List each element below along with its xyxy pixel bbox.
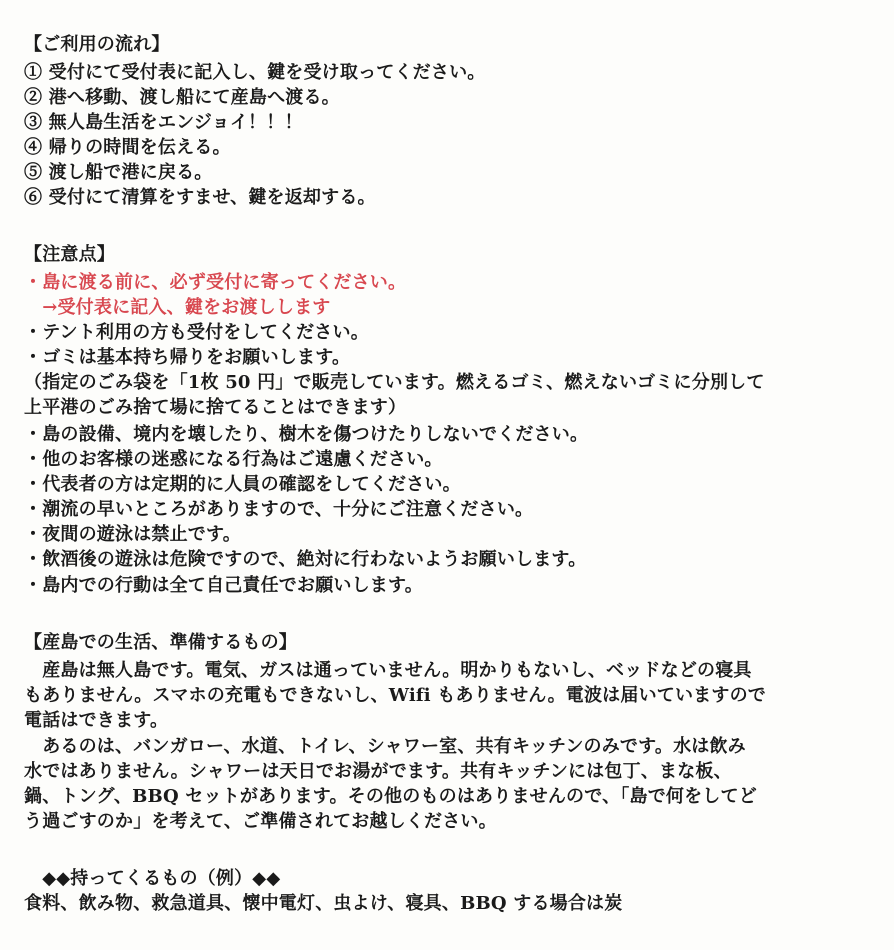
life-paragraph2-line3: 鍋、トング、BBQ セットがあります。その他のものはありませんので、「島で何をしてど [24, 786, 757, 807]
notes-item-10: ・飲酒後の遊泳は危険ですので、絶対に行わないようお願いします。 [24, 549, 587, 570]
flow-step-5: ⑤ 渡し船で港に戻る。 [24, 162, 213, 183]
notes-item-7: ・代表者の方は定期的に人員の確認をしてください。 [24, 474, 461, 495]
notes-heading: 【注意点】 [24, 244, 115, 265]
life-paragraph2-line2: 水ではありません。シャワーは天日でお湯がでます。共有キッチンには包丁、まな板、 [24, 761, 732, 782]
flow-step-3: ③ 無人島生活をエンジョイ！！！ [24, 112, 303, 133]
notes-item-2: ・ゴミは基本持ち帰りをお願いします。 [24, 347, 351, 368]
notes-important-1: ・島に渡る前に、必ず受付に寄ってください。 [24, 272, 407, 293]
flow-step-1: ① 受付にて受付表に記入し、鍵を受け取ってください。 [24, 62, 486, 83]
flow-step-4: ④ 帰りの時間を伝える。 [24, 137, 231, 158]
flow-step-6: ⑥ 受付にて清算をすませ、鍵を返却する。 [24, 187, 376, 208]
notes-item-8: ・潮流の早いところがありますので、十分にご注意ください。 [24, 499, 534, 520]
notes-important-2: →受付表に記入、鍵をお渡しします [24, 297, 331, 318]
notes-item-9: ・夜間の遊泳は禁止です。 [24, 524, 241, 545]
life-heading: 【産島での生活、準備するもの】 [24, 632, 297, 653]
life-paragraph2-line4: う過ごすのか」を考えて、ご準備されてお越しください。 [24, 811, 497, 832]
notes-item-4: 上平港のごみ捨て場に捨てることはできます） [24, 397, 407, 418]
life-paragraph1-line2: もありません。スマホの充電もできないし、Wifi もありません。電波は届いていますので [24, 685, 766, 706]
notes-item-5: ・島の設備、境内を壊したり、樹木を傷つけたりしないでください。 [24, 424, 589, 445]
bring-heading: ◆◆持ってくるもの（例）◆◆ [24, 868, 281, 889]
life-paragraph1-line3: 電話はできます。 [24, 710, 169, 731]
life-paragraph1-line1: 産島は無人島です。電気、ガスは通っていません。明かりもないし、ベッドなどの寝具 [24, 660, 752, 681]
flow-heading: 【ご利用の流れ】 [24, 34, 170, 55]
notes-item-6: ・他のお客様の迷惑になる行為はご遠慮ください。 [24, 449, 443, 470]
notes-item-3: （指定のごみ袋を「1枚 50 円」で販売しています。燃えるゴミ、燃えないゴミに分別して [24, 372, 765, 393]
life-paragraph2-line1: あるのは、バンガロー、水道、トイレ、シャワー室、共有キッチンのみです。水は飲み [24, 736, 746, 757]
notes-item-11: ・島内での行動は全て自己責任でお願いします。 [24, 575, 423, 596]
flow-step-2: ② 港へ移動、渡し船にて産島へ渡る。 [24, 87, 340, 108]
notes-item-1: ・テント利用の方も受付をしてください。 [24, 322, 369, 343]
bring-items: 食料、飲み物、救急道具、懐中電灯、虫よけ、寝具、BBQ する場合は炭 [24, 893, 623, 914]
